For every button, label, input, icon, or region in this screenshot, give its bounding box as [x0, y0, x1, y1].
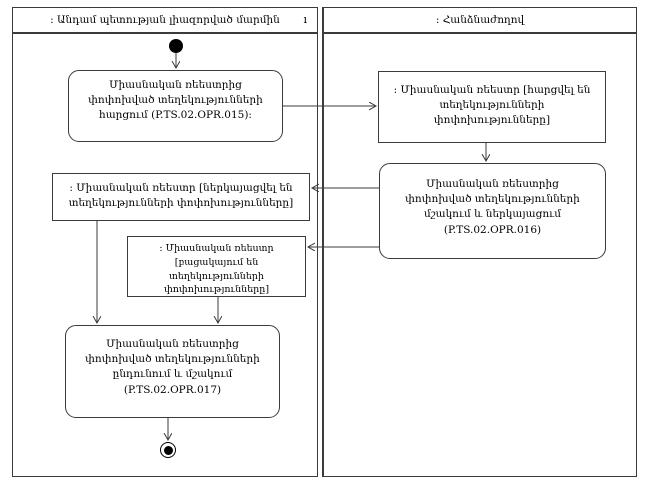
swimlane-left-title: : Անդամ պետության լիազորված մարմին — [50, 14, 280, 26]
action-receive-and-process — [65, 325, 280, 418]
object-node-register-absent — [127, 236, 306, 297]
final-node — [160, 442, 176, 458]
final-node-dot — [164, 446, 173, 455]
swimlane-right-title: : Հանձնաժողով — [435, 14, 525, 26]
initial-node — [169, 39, 183, 53]
object-register-presented-label: : Միասնական ռեեստր [ներկայացվել են տեղեկությունների փոփոխությունները] — [68, 182, 294, 210]
object-register-requested-label: : Միասնական ռեեստր [հարցվել են տեղեկությունների փոփոխությունները] — [393, 84, 591, 127]
action-process-and-present — [379, 163, 606, 259]
swimlane-left-marker: ı — [303, 13, 307, 26]
swimlane-right-header — [322, 7, 637, 33]
action-request-changed-info — [68, 70, 283, 142]
object-node-register-requested — [378, 71, 606, 143]
action-request-changed-info-label: Միասնական ռեեստրից փոփոխված տեղեկությունների հարցում (P.TS.02.OPR.015): — [88, 79, 263, 122]
object-node-register-presented — [52, 173, 310, 221]
action-receive-and-process-label: Միասնական ռեեստրից փոփոխված տեղեկությունների ընդունում և մշակում (P.TS.02.OPR.017) — [85, 338, 260, 396]
swimlane-left-header — [12, 7, 318, 33]
object-register-absent-label: : Միասնական ռեեստր [բացակայում են տեղեկությունների փոփոխությունները] — [159, 243, 274, 296]
action-process-and-present-label: Միասնական ռեեստրից փոփոխված տեղեկությունների մշակում և ներկայացում (P.TS.02.OPR.016) — [405, 178, 580, 236]
